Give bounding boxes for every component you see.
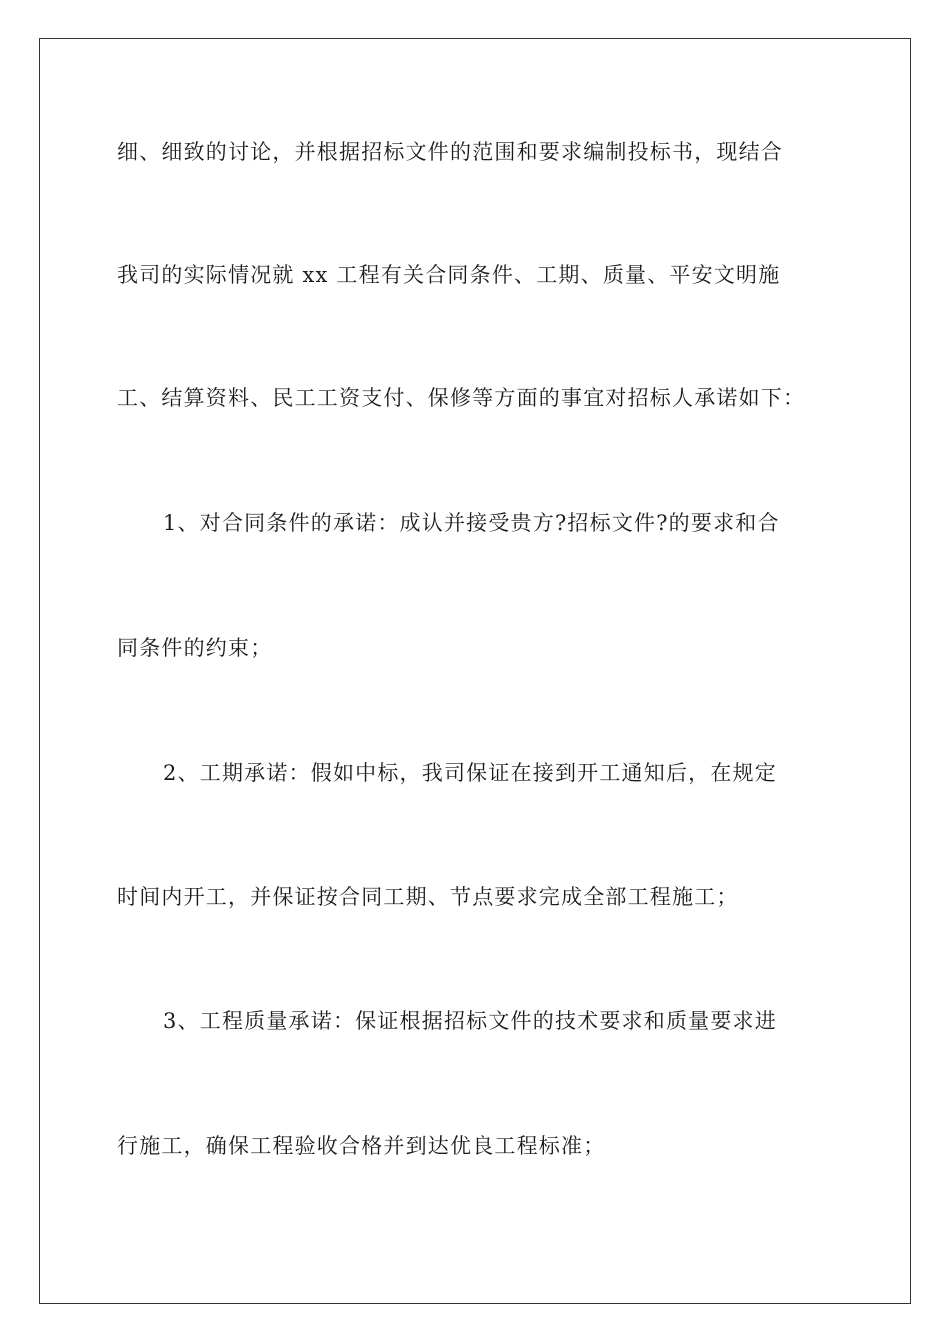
clause-1-line-1: 1、对合同条件的承诺：成认并接受贵方?招标文件?的要求和合 [163, 511, 780, 535]
clause-2-line-1: 2、工期承诺：假如中标，我司保证在接到开工通知后，在规定 [163, 761, 777, 785]
page-frame [39, 38, 911, 1304]
text-line-1: 细、细致的讨论，并根据招标文件的范围和要求编制投标书，现结合 [117, 140, 783, 164]
clause-2-line-2: 时间内开工，并保证按合同工期、节点要求完成全部工程施工； [117, 885, 739, 909]
clause-3-line-2: 行施工，确保工程验收合格并到达优良工程标准； [117, 1134, 606, 1158]
clause-3-line-1: 3、工程质量承诺：保证根据招标文件的技术要求和质量要求进 [163, 1009, 777, 1033]
text-line-3: 工、结算资料、民工工资支付、保修等方面的事宜对招标人承诺如下： [117, 386, 806, 410]
clause-1-line-2: 同条件的约束； [117, 636, 273, 660]
text-line-2: 我司的实际情况就 xx 工程有关合同条件、工期、质量、平安文明施 [117, 263, 781, 287]
